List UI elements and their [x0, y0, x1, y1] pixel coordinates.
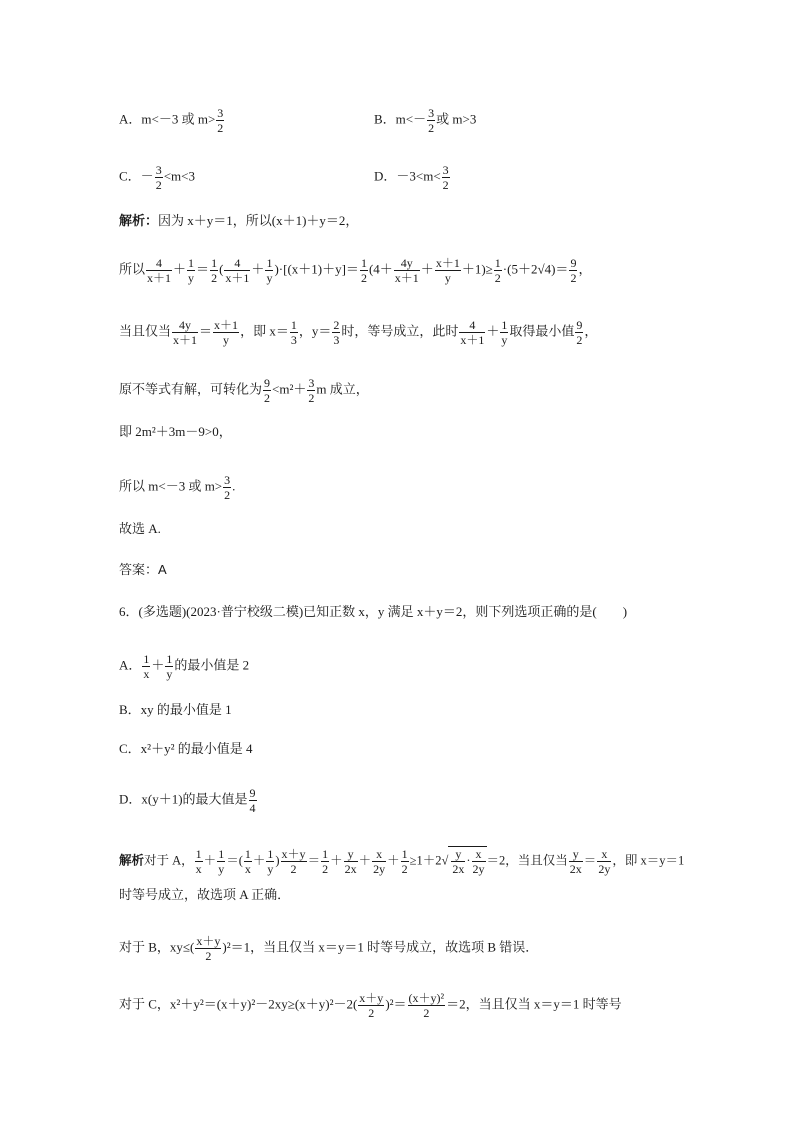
- solution-text: ，即 x＝: [240, 323, 289, 339]
- fraction: $\frac{1}{y}$: [166, 652, 173, 681]
- q6-option-d: [119, 786, 258, 815]
- solution-text: 对于 B，xy≤(: [119, 939, 195, 955]
- solution-text: )²＝: [385, 996, 407, 1012]
- option-text: <m<3: [163, 168, 195, 184]
- fraction: $\frac{9}{4}$: [249, 786, 256, 815]
- solution-text: ＝2，当且仅当 x＝y＝1 时等号: [446, 996, 622, 1012]
- solution-text: 故选 A.: [119, 521, 161, 536]
- solution-text: 所以 m<－3 或 m>: [119, 478, 223, 494]
- solution-line-7: [119, 521, 161, 537]
- fraction: $\frac{2}{3}$: [333, 318, 340, 347]
- q6-solution-line-2: [119, 887, 290, 903]
- q6-solution-line-3: [119, 934, 538, 963]
- fraction: $\frac{y}{2x}$: [569, 847, 582, 876]
- solution-text: ，即 x＝y＝1: [612, 853, 685, 868]
- solution-line-4: [119, 376, 369, 405]
- solution-text: ，: [584, 323, 598, 339]
- fraction: $\frac{x+1}{y}$: [214, 318, 239, 347]
- fraction: $\frac{y}{2x}$: [344, 847, 357, 876]
- option-text: 或 m>3: [436, 111, 477, 127]
- solution-text: 对于 A，: [144, 853, 194, 868]
- fraction: $\frac{4}{x+1}$: [225, 256, 250, 285]
- fraction: $\frac{x+y}{2}$: [281, 847, 306, 876]
- fraction: $\frac{1}{2}$: [322, 847, 329, 876]
- option-text: B．xy 的最小值是 1: [119, 702, 232, 717]
- fraction: $\frac{1}{y}$: [188, 256, 195, 285]
- solution-text: 原不等式有解，可转化为: [119, 381, 263, 397]
- fraction: $\frac{1}{x}$: [143, 652, 150, 681]
- option-text: D．x(y＋1)的最大值是: [119, 791, 248, 807]
- solution-line-6: [119, 473, 235, 502]
- fraction: $\frac{4y}{x+1}$: [173, 318, 198, 347]
- fraction: $\frac{1}{y}$: [501, 318, 508, 347]
- option-c: [119, 163, 195, 192]
- solution-text: m 成立，: [316, 381, 369, 397]
- solution-text: ，y＝: [298, 323, 332, 339]
- fraction: $\frac{4y}{x+1}$: [394, 256, 419, 285]
- fraction: $\frac{x+y}{2}$: [359, 991, 384, 1020]
- fraction: $\frac{1}{2}$: [360, 256, 367, 285]
- fraction: $\frac{9}{2}$: [264, 376, 271, 405]
- solution-text: <m²＋: [272, 381, 307, 397]
- solution-text: 因为 x＋y＝1，所以(x＋1)＋y＝2，: [158, 213, 359, 228]
- q6-option-b: [119, 702, 232, 718]
- fraction: $\frac{3}{2}$: [308, 376, 315, 405]
- fraction: $\frac{x+1}{y}$: [435, 256, 460, 285]
- solution-text: ＝2，当且仅当: [486, 853, 568, 868]
- answer-text: 答案：A: [119, 562, 167, 577]
- fraction: $\frac{\text{(x＋y)²}}{2}$: [408, 991, 445, 1020]
- fraction: $\frac{4}{x+1}$: [460, 318, 485, 347]
- option-d: [374, 163, 451, 192]
- q6-option-a: A． $\frac{1}{x}$ ＋ $\frac{1}{y}$ 的最小值是 2: [119, 652, 250, 681]
- solution-text: 所以: [119, 261, 146, 277]
- fraction: $\frac{1}{y}$: [266, 256, 273, 285]
- fraction: $\frac{3}{2}$: [155, 163, 162, 192]
- solution-text: 对于 C，x²＋y²＝(x＋y)²－2xy≥(x＋y)²－2(: [119, 996, 358, 1012]
- option-label: B．: [374, 111, 396, 127]
- solution-text: 时，等号成立，此时: [341, 323, 459, 339]
- solution-text: 即 2m²＋3m－9>0，: [119, 424, 232, 439]
- q6-solution-line-1: 解析对于 A， $\frac{1}{x}$ ＋ $\frac{1}{y}$ ＝( $\frac{1}{x}$ ＋ $\frac{1}{y}$ ) $\frac{x+y}{2}$ ＝ $\frac{1}{2}$ ＋ $\frac{y}{2x}$ ＋ $\frac{x}{2y}$ ＋ $\frac{1}{2}$ ≥1＋2√ $\frac{y}{2x}$ · $\frac{x}{2y}$ ＝2，当且仅当 $\frac{y}{2x}$ ＝ $\frac{x}{2y}$ ，即 x＝y＝1: [119, 847, 685, 876]
- option-text: m<－3 或 m>: [141, 111, 216, 127]
- fraction: $\frac{x}{2y}$: [598, 847, 611, 876]
- answer-line: [119, 562, 167, 578]
- fraction: $\frac{1}{y}$: [267, 847, 274, 876]
- fraction: $\frac{1}{x}$: [244, 847, 251, 876]
- solution-text: 取得最小值: [509, 323, 575, 339]
- fraction: $\frac{x}{2y}$: [373, 847, 386, 876]
- option-text: C．x²＋y² 的最小值是 4: [119, 741, 253, 756]
- solution-line-3: 当且仅当 $\frac{4y}{x+1}$ ＝ $\frac{x+1}{y}$ ，即 x＝ $\frac{1}{3}$ ，y＝ $\frac{2}{3}$ 时，等号成立，此时 $\frac{4}{x+1}$ ＋ $\frac{1}{y}$ 取得最小值 $\frac{9}{2}$ ，: [119, 318, 598, 347]
- solution-line-5: [119, 424, 232, 440]
- option-label: A．: [119, 657, 142, 673]
- fraction: $\frac{1}{3}$: [290, 318, 297, 347]
- solution-heading: 解析：: [119, 213, 159, 228]
- q6-solution-line-4: [119, 991, 622, 1020]
- option-text: －3<m<: [396, 168, 441, 184]
- fraction: $\frac{1}{x}$: [195, 847, 202, 876]
- fraction: $\frac{3}{2}$: [428, 106, 435, 135]
- solution-text: (5＋2√4)＝: [507, 261, 569, 277]
- fraction: $\frac{3}{2}$: [217, 106, 224, 135]
- option-text: m<－: [395, 111, 427, 127]
- solution-text: ，: [578, 261, 592, 277]
- solution-heading: 解析: [119, 853, 145, 868]
- fraction: $\frac{1}{2}$: [401, 847, 408, 876]
- solution-text: .: [232, 478, 236, 494]
- fraction: $\frac{1}{2}$: [211, 256, 218, 285]
- fraction: $\frac{9}{2}$: [576, 318, 583, 347]
- fraction: $\frac{1}{y}$: [218, 847, 225, 876]
- option-label: D．: [374, 168, 397, 184]
- option-text: 的最小值是 2: [174, 657, 250, 673]
- option-label: C．: [119, 168, 141, 184]
- option-text: －: [140, 168, 154, 184]
- q6-option-c: [119, 741, 252, 757]
- fraction: $\frac{9}{2}$: [570, 256, 577, 285]
- solution-text: 当且仅当: [119, 323, 172, 339]
- fraction: $\frac{4}{x+1}$: [147, 256, 172, 285]
- option-label: A．: [119, 111, 142, 127]
- fraction: $\frac{3}{2}$: [442, 163, 449, 192]
- option-a: [119, 106, 225, 135]
- solution-text: 时等号成立，故选项 A 正确．: [119, 887, 291, 902]
- solution-text: )²＝1，当且仅当 x＝y＝1 时等号成立，故选项 B 错误．: [222, 939, 539, 955]
- solution-text: ＝: [583, 853, 597, 868]
- fraction: $\frac{1}{2}$: [494, 256, 501, 285]
- option-b: [374, 106, 476, 135]
- fraction: $\frac{3}{2}$: [224, 473, 231, 502]
- question-text: 6．(多选题)(2023·普宁校级二模)已知正数 x，y 满足 x＋y＝2，则下列选项正确的是( ): [119, 604, 628, 619]
- square-root: $\frac{y}{2x}$ · $\frac{x}{2y}$: [448, 846, 486, 876]
- solution-line-2: 所以 $\frac{4}{x+1}$ ＋ $\frac{1}{y}$ ＝ $\frac{1}{2}$ ( $\frac{4}{x+1}$ ＋ $\frac{1}{y}$ )·[(x＋1)＋y]＝ $\frac{1}{2}$ (4＋ $\frac{4y}{x+1}$ ＋ $\frac{x+1}{y}$ ＋1)≥ $\frac{1}{2}$ ·(5＋2√4)＝ $\frac{9}{2}$ ，: [119, 256, 592, 285]
- solution-text: ·[(x＋1)＋y]＝: [278, 261, 359, 277]
- solution-line-1: [119, 213, 358, 229]
- fraction: $\frac{x+y}{2}$: [196, 934, 221, 963]
- question-6-stem: [119, 604, 627, 620]
